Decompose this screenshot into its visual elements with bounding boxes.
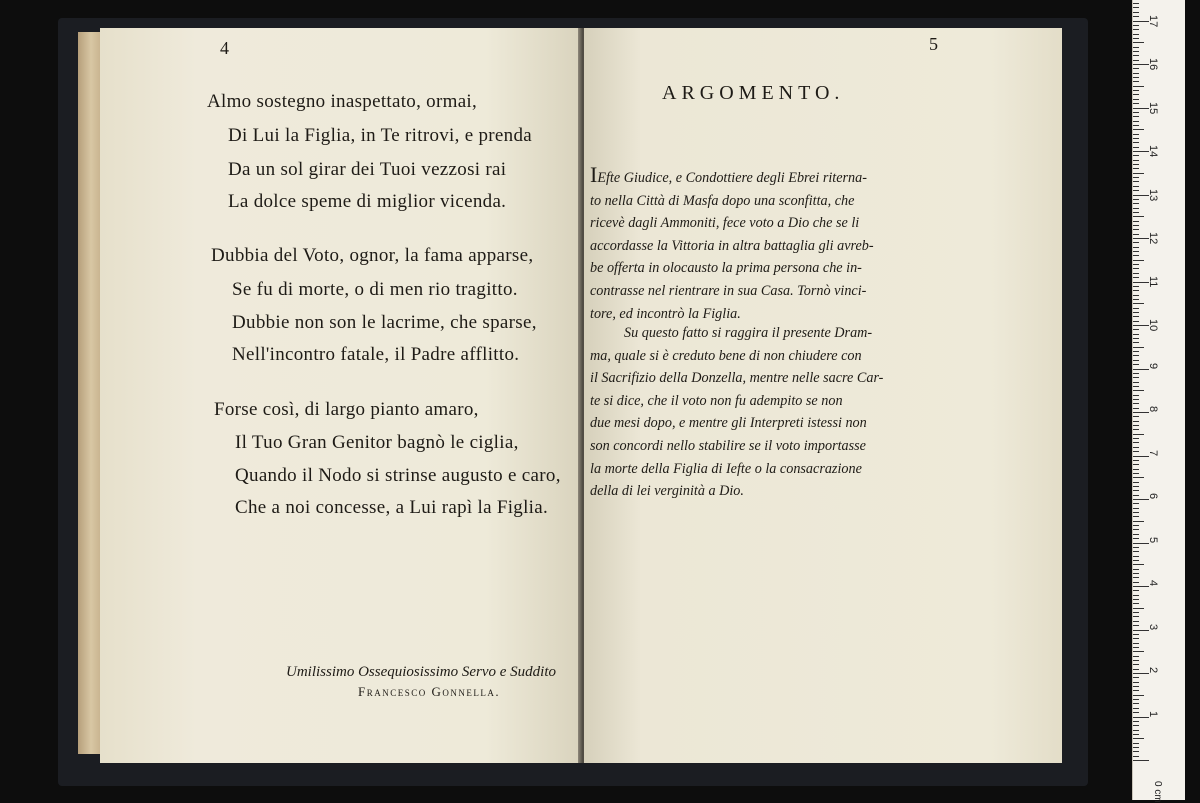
- poem-line: La dolce speme di miglior vicenda.: [228, 191, 507, 212]
- ruler-tick: [1133, 138, 1139, 139]
- poem-line: Quando il Nodo si strinse augusto e caro,: [235, 465, 561, 486]
- left-page: [100, 28, 582, 763]
- ruler-tick: [1133, 334, 1139, 335]
- ruler-tick: [1133, 60, 1139, 61]
- ruler-label: 12: [1147, 232, 1159, 245]
- paragraph-line: tore, ed incontrò la Figlia.: [590, 305, 741, 322]
- paragraph-line: IEfte Giudice, e Condottiere degli Ebrei riterna-: [590, 162, 867, 187]
- ruler-tick: [1133, 408, 1139, 409]
- paragraph-line: la morte della Figlia di Iefte o la consacrazione: [590, 460, 862, 477]
- ruler-tick: [1133, 168, 1139, 169]
- ruler-tick: [1133, 590, 1139, 591]
- ruler-tick: [1133, 295, 1139, 296]
- ruler-tick: [1133, 756, 1139, 757]
- measuring-ruler: [1132, 0, 1185, 803]
- ruler-tick: [1133, 669, 1139, 670]
- ruler-tick: [1133, 412, 1149, 413]
- ruler-tick: [1133, 303, 1144, 304]
- ruler-tick: [1133, 421, 1139, 422]
- poem-line: Se fu di morte, o di men rio tragitto.: [232, 279, 518, 300]
- ruler-tick: [1133, 721, 1139, 722]
- ruler-tick: [1133, 364, 1139, 365]
- ruler-tick: [1133, 260, 1144, 261]
- ruler-tick: [1133, 690, 1139, 691]
- ruler-tick: [1133, 190, 1139, 191]
- ruler-tick: [1133, 99, 1139, 100]
- ruler-tick: [1133, 730, 1139, 731]
- paragraph-line: be offerta in olocausto la prima persona che in-: [590, 260, 862, 277]
- poem-line: Da un sol girar dei Tuoi vezzosi rai: [228, 159, 507, 180]
- ruler-tick: [1133, 55, 1139, 56]
- paragraph-line: il Sacrifizio della Donzella, mentre nelle sacre Car-: [590, 370, 884, 387]
- ruler-tick: [1133, 403, 1139, 404]
- ruler-tick: [1133, 321, 1139, 322]
- ruler-tick: [1133, 616, 1139, 617]
- ruler-tick: [1133, 512, 1139, 513]
- ruler-tick: [1133, 534, 1139, 535]
- paragraph-line: della di lei verginità a Dio.: [590, 483, 744, 500]
- ruler-tick: [1133, 473, 1139, 474]
- paragraph-line: ricevè dagli Ammoniti, fece voto a Dio che se li: [590, 215, 860, 232]
- ruler-tick: [1133, 677, 1139, 678]
- ruler-tick: [1133, 682, 1139, 683]
- ruler-tick: [1133, 160, 1139, 161]
- ruler-tick: [1133, 569, 1139, 570]
- poem-line: Forse così, di largo pianto amaro,: [214, 399, 479, 420]
- paragraph-line: Su questo fatto si raggira il presente Dram-: [624, 325, 873, 341]
- ruler-tick: [1133, 351, 1139, 352]
- ruler-unit: 0 cm: [1152, 781, 1163, 803]
- ruler-tick: [1133, 268, 1139, 269]
- ruler-tick: [1133, 560, 1139, 561]
- ruler-tick: [1133, 264, 1139, 265]
- ruler-tick: [1133, 290, 1139, 291]
- ruler-tick: [1133, 382, 1139, 383]
- ruler-tick: [1133, 708, 1139, 709]
- ruler-tick: [1133, 142, 1139, 143]
- ruler-tick: [1133, 595, 1139, 596]
- dedication-author: Francesco Gonnella.: [358, 684, 501, 699]
- ruler-tick: [1133, 551, 1139, 552]
- section-heading: ARGOMENTO.: [662, 82, 845, 104]
- ruler-tick: [1133, 416, 1139, 417]
- ruler-tick: [1133, 608, 1144, 609]
- ruler-tick: [1133, 90, 1139, 91]
- ruler-tick: [1133, 316, 1139, 317]
- argument-paragraph-1: [590, 164, 874, 325]
- ruler-label: 15: [1147, 101, 1159, 114]
- ruler-tick: [1133, 47, 1139, 48]
- ruler-tick: [1133, 203, 1139, 204]
- ruler-label: 5: [1147, 536, 1159, 543]
- ruler-tick: [1133, 134, 1139, 135]
- ruler-tick: [1133, 186, 1139, 187]
- ruler-tick: [1133, 469, 1139, 470]
- ruler-tick: [1133, 577, 1139, 578]
- ruler-tick: [1133, 760, 1149, 761]
- ruler-tick: [1133, 712, 1139, 713]
- ruler-tick: [1133, 582, 1139, 583]
- ruler-tick: [1133, 247, 1139, 248]
- ruler-tick: [1133, 16, 1139, 17]
- ruler-tick: [1133, 299, 1139, 300]
- ruler-tick: [1133, 490, 1139, 491]
- ruler-tick: [1133, 647, 1139, 648]
- ruler-label: 14: [1147, 145, 1159, 158]
- ruler-tick: [1133, 7, 1139, 8]
- ruler-tick: [1133, 573, 1139, 574]
- ruler-tick: [1133, 547, 1139, 548]
- ruler-tick: [1133, 464, 1139, 465]
- ruler-tick: [1133, 538, 1139, 539]
- argument-paragraph-2: [590, 322, 883, 503]
- drop-cap: I: [590, 162, 598, 187]
- ruler-tick: [1133, 564, 1144, 565]
- poem-line: Almo sostegno inaspettato, ormai,: [207, 91, 478, 112]
- ruler-tick: [1133, 81, 1139, 82]
- ruler-label: 6: [1147, 493, 1159, 500]
- poem-line: Dubbie non son le lacrime, che sparse,: [232, 312, 537, 333]
- ruler-tick: [1133, 451, 1139, 452]
- ruler-tick: [1133, 116, 1139, 117]
- ruler-tick: [1133, 229, 1139, 230]
- ruler-tick: [1133, 525, 1139, 526]
- ruler-tick: [1133, 125, 1139, 126]
- ruler-tick: [1133, 625, 1139, 626]
- ruler-tick: [1133, 390, 1144, 391]
- ruler-tick: [1133, 3, 1139, 4]
- ruler-tick: [1133, 251, 1139, 252]
- ruler-tick: [1133, 438, 1139, 439]
- ruler-tick: [1133, 703, 1139, 704]
- ruler-tick: [1133, 147, 1139, 148]
- ruler-label: 2: [1147, 667, 1159, 674]
- ruler-tick: [1133, 651, 1144, 652]
- ruler-tick: [1133, 68, 1139, 69]
- ruler-tick: [1133, 181, 1139, 182]
- ruler-label: 7: [1147, 449, 1159, 456]
- ruler-tick: [1133, 355, 1139, 356]
- ruler-tick: [1133, 164, 1139, 165]
- ruler-tick: [1133, 212, 1139, 213]
- ruler-tick: [1133, 34, 1139, 35]
- ruler-tick: [1133, 638, 1139, 639]
- ruler-tick: [1133, 612, 1139, 613]
- ruler-tick: [1133, 738, 1144, 739]
- ruler-tick: [1133, 29, 1139, 30]
- ruler-tick: [1133, 308, 1139, 309]
- ruler-label: 11: [1147, 275, 1159, 287]
- poem-line: Dubbia del Voto, ognor, la fama apparse,: [211, 245, 534, 266]
- ruler-tick: [1133, 77, 1139, 78]
- ruler-tick: [1133, 429, 1139, 430]
- ruler-tick: [1133, 673, 1149, 674]
- ruler-tick: [1133, 373, 1139, 374]
- ruler-tick: [1133, 725, 1139, 726]
- ruler-tick: [1133, 695, 1144, 696]
- ruler-tick: [1133, 51, 1139, 52]
- ruler-tick: [1133, 242, 1139, 243]
- ruler-tick: [1133, 86, 1144, 87]
- ruler-tick: [1133, 112, 1139, 113]
- ruler-tick: [1133, 234, 1139, 235]
- ruler-tick: [1133, 521, 1144, 522]
- ruler-tick: [1133, 460, 1139, 461]
- paragraph-line: to nella Città di Masfa dopo una sconfitta, che: [590, 192, 855, 209]
- ruler-tick: [1133, 556, 1139, 557]
- ruler-tick: [1133, 686, 1139, 687]
- ruler-tick: [1133, 73, 1139, 74]
- ruler-tick: [1133, 399, 1139, 400]
- ruler-tick: [1133, 699, 1139, 700]
- page-number-left: 4: [220, 38, 229, 58]
- ruler-tick: [1133, 747, 1139, 748]
- ruler-tick: [1133, 395, 1139, 396]
- ruler-tick: [1133, 377, 1139, 378]
- ruler-tick: [1133, 155, 1139, 156]
- ruler-tick: [1133, 499, 1149, 500]
- ruler-tick: [1133, 751, 1139, 752]
- ruler-label: 9: [1147, 362, 1159, 369]
- ruler-tick: [1133, 225, 1139, 226]
- ruler-tick: [1133, 208, 1139, 209]
- ruler-tick: [1133, 660, 1139, 661]
- ruler-tick: [1133, 25, 1139, 26]
- ruler-tick: [1133, 342, 1139, 343]
- paragraph-line: contrasse nel rientrare in sua Casa. Tornò vinci-: [590, 282, 867, 299]
- ruler-label: 17: [1147, 14, 1159, 27]
- ruler-tick: [1133, 329, 1139, 330]
- ruler-tick: [1133, 599, 1139, 600]
- ruler-tick: [1133, 221, 1139, 222]
- ruler-tick: [1133, 173, 1144, 174]
- ruler-tick: [1133, 434, 1144, 435]
- ruler-tick: [1133, 447, 1139, 448]
- ruler-tick: [1133, 664, 1139, 665]
- poem-line: Nell'incontro fatale, il Padre afflitto.: [232, 344, 520, 365]
- right-page: [584, 28, 1062, 763]
- ruler-tick: [1133, 38, 1139, 39]
- ruler-tick: [1133, 338, 1139, 339]
- paragraph-line: due mesi dopo, e mentre gli Interpreti istessi non: [590, 415, 867, 432]
- ruler-tick: [1133, 94, 1139, 95]
- ruler-tick: [1133, 656, 1139, 657]
- ruler-tick: [1133, 643, 1139, 644]
- ruler-tick: [1133, 425, 1139, 426]
- ruler-tick: [1133, 603, 1139, 604]
- ruler-tick: [1133, 277, 1139, 278]
- ruler-tick: [1133, 216, 1144, 217]
- ruler-tick: [1133, 529, 1139, 530]
- paragraph-line: accordasse la Vittoria in altra battaglia gli avreb-: [590, 237, 874, 254]
- ruler-tick: [1133, 255, 1139, 256]
- ruler-tick: [1133, 42, 1144, 43]
- ruler-tick: [1133, 312, 1139, 313]
- ruler-tick: [1133, 177, 1139, 178]
- ruler-tick: [1133, 103, 1139, 104]
- paragraph-line: son concordi nello stabilire se il voto importasse: [590, 437, 866, 454]
- ruler-tick: [1133, 495, 1139, 496]
- ruler-tick: [1133, 347, 1144, 348]
- ruler-tick: [1133, 442, 1139, 443]
- ruler-tick: [1133, 12, 1139, 13]
- poem-line: Di Lui la Figlia, in Te ritrovi, e prenda: [228, 125, 532, 146]
- ruler-tick: [1133, 621, 1139, 622]
- ruler-label: 1: [1147, 710, 1159, 717]
- paragraph-line: te si dice, che il voto non fu adempito se non: [590, 392, 843, 409]
- ruler-tick: [1133, 486, 1139, 487]
- ruler-tick: [1133, 273, 1139, 274]
- ruler-tick: [1133, 477, 1144, 478]
- ruler-tick: [1133, 634, 1139, 635]
- page-number-right: 5: [929, 34, 938, 54]
- poem-line: Che a noi concesse, a Lui rapì la Figlia.: [235, 497, 549, 518]
- ruler-tick: [1133, 503, 1139, 504]
- ruler-label: 13: [1147, 188, 1159, 201]
- dedication-signoff: Umilissimo Ossequiosissimo Servo e Suddito: [286, 664, 556, 680]
- ruler-label: 10: [1147, 319, 1159, 332]
- ruler-tick: [1133, 482, 1139, 483]
- ruler-label: 16: [1147, 58, 1159, 71]
- ruler-tick: [1133, 386, 1139, 387]
- paragraph-line: ma, quale si è creduto bene di non chiudere con: [590, 347, 862, 364]
- ruler-tick: [1133, 121, 1139, 122]
- poem-line: Il Tuo Gran Genitor bagnò le ciglia,: [235, 432, 519, 453]
- ruler-tick: [1133, 129, 1144, 130]
- ruler-tick: [1133, 516, 1139, 517]
- ruler-label: 8: [1147, 406, 1159, 413]
- ruler-tick: [1133, 360, 1139, 361]
- ruler-tick: [1133, 199, 1139, 200]
- ruler-tick: [1133, 743, 1139, 744]
- ruler-label: 3: [1147, 623, 1159, 630]
- ruler-tick: [1133, 286, 1139, 287]
- ruler-label: 4: [1147, 580, 1159, 587]
- ruler-tick: [1133, 734, 1139, 735]
- ruler-tick: [1133, 586, 1149, 587]
- ruler-tick: [1133, 508, 1139, 509]
